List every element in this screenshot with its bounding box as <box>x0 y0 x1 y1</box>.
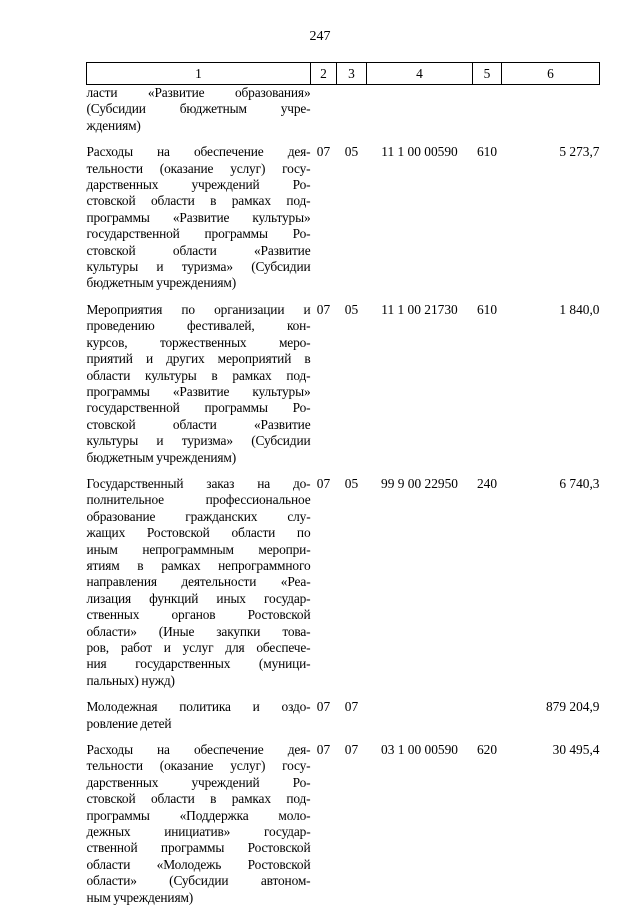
description-line: области культуры в рамках под- <box>87 368 311 384</box>
row-spacer <box>87 292 600 302</box>
description-line: ния государственных (муници- <box>87 656 311 672</box>
description-line: дарственных учреждений Ро- <box>87 775 311 791</box>
column-header-3: 3 <box>337 63 367 85</box>
table-row <box>87 699 600 732</box>
subsection-code: 07 <box>337 742 367 906</box>
description-line: Мероприятия по организации и <box>87 302 311 318</box>
description-line: курсов, торжественных меро- <box>87 335 311 351</box>
table-header <box>87 63 600 85</box>
description-line: Государственный заказ на до- <box>87 476 311 492</box>
description-line: ным учреждениям) <box>87 890 311 906</box>
subsection-code: 05 <box>337 476 367 689</box>
description-line: культуры и туризма» (Субсидии <box>87 259 311 275</box>
description-line: стовской области «Развитие <box>87 243 311 259</box>
expense-type-code: 610 <box>473 144 502 292</box>
description-line: стовской области в рамках под- <box>87 193 311 209</box>
description-line: программы «Развитие культуры» <box>87 384 311 400</box>
subsection-code <box>337 85 367 135</box>
description-line: культуры и туризма» (Субсидии <box>87 433 311 449</box>
description-line: Расходы на обеспечение дея- <box>87 742 311 758</box>
description-line: (Субсидии бюджетным учре- <box>87 101 311 117</box>
row-description <box>87 302 311 466</box>
column-header-1: 1 <box>87 63 311 85</box>
description-line: тельности (оказание услуг) госу- <box>87 161 311 177</box>
description-line: ласти «Развитие образования» <box>87 85 311 101</box>
table-row <box>87 476 600 689</box>
description-line: ятиям в рамках непрограммного <box>87 558 311 574</box>
section-code: 07 <box>311 699 337 732</box>
amount: 30 495,4 <box>502 742 600 906</box>
description-line: иным непрограммным меропри- <box>87 542 311 558</box>
description-line: ждениям) <box>87 118 311 134</box>
amount: 5 273,7 <box>502 144 600 292</box>
description-line: ственной программы Ростовской <box>87 840 311 856</box>
description-line: полнительное профессиональное <box>87 492 311 508</box>
row-spacer <box>87 689 600 699</box>
description-line: проведению фестивалей, кон- <box>87 318 311 334</box>
description-line: ровление детей <box>87 716 311 732</box>
description-line: бюджетным учреждениям) <box>87 450 311 466</box>
expense-type-code: 240 <box>473 476 502 689</box>
row-description <box>87 699 311 732</box>
target-article-code: 11 1 00 21730 <box>367 302 473 466</box>
target-article-code <box>367 85 473 135</box>
target-article-code: 99 9 00 22950 <box>367 476 473 689</box>
row-description <box>87 476 311 689</box>
target-article-code <box>367 699 473 732</box>
row-spacer <box>87 466 600 476</box>
section-code: 07 <box>311 302 337 466</box>
description-line: образование гражданских слу- <box>87 509 311 525</box>
description-line: программы «Развитие культуры» <box>87 210 311 226</box>
amount: 1 840,0 <box>502 302 600 466</box>
description-line: пальных) нужд) <box>87 673 311 689</box>
row-description <box>87 742 311 906</box>
subsection-code: 05 <box>337 302 367 466</box>
description-line: тельности (оказание услуг) госу- <box>87 758 311 774</box>
table-row <box>87 85 600 135</box>
description-line: государственной программы Ро- <box>87 400 311 416</box>
table-row <box>87 302 600 466</box>
description-line: дежных инициатив» государ- <box>87 824 311 840</box>
section-code: 07 <box>311 144 337 292</box>
description-line: Молодежная политика и оздо- <box>87 699 311 715</box>
target-article-code: 11 1 00 00590 <box>367 144 473 292</box>
subsection-code: 05 <box>337 144 367 292</box>
description-line: области «Молодежь Ростовской <box>87 857 311 873</box>
table-row <box>87 742 600 906</box>
column-header-5: 5 <box>473 63 502 85</box>
column-header-6: 6 <box>502 63 600 85</box>
description-line: государственной программы Ро- <box>87 226 311 242</box>
description-line: ров, работ и услуг для обеспече- <box>87 640 311 656</box>
description-line: области» (Иные закупки това- <box>87 624 311 640</box>
expense-type-code: 620 <box>473 742 502 906</box>
budget-table <box>86 62 600 906</box>
amount: 6 740,3 <box>502 476 600 689</box>
row-description <box>87 144 311 292</box>
section-code: 07 <box>311 476 337 689</box>
table-body <box>87 85 600 906</box>
description-line: программы «Поддержка моло- <box>87 808 311 824</box>
description-line: бюджетным учреждениям) <box>87 275 311 291</box>
description-line: направления деятельности «Реа- <box>87 574 311 590</box>
section-code <box>311 85 337 135</box>
subsection-code: 07 <box>337 699 367 732</box>
table-row <box>87 144 600 292</box>
expense-type-code <box>473 85 502 135</box>
page-number: 247 <box>0 29 640 45</box>
expense-type-code: 610 <box>473 302 502 466</box>
amount <box>502 85 600 135</box>
row-spacer <box>87 732 600 742</box>
description-line: приятий и других мероприятий в <box>87 351 311 367</box>
expense-type-code <box>473 699 502 732</box>
row-description <box>87 85 311 135</box>
section-code: 07 <box>311 742 337 906</box>
row-spacer <box>87 134 600 144</box>
description-line: стовской области «Развитие <box>87 417 311 433</box>
description-line: Расходы на обеспечение дея- <box>87 144 311 160</box>
column-header-4: 4 <box>367 63 473 85</box>
target-article-code: 03 1 00 00590 <box>367 742 473 906</box>
description-line: стовской области в рамках под- <box>87 791 311 807</box>
description-line: области» (Субсидии автоном- <box>87 873 311 889</box>
column-header-2: 2 <box>311 63 337 85</box>
amount: 879 204,9 <box>502 699 600 732</box>
description-line: ственных органов Ростовской <box>87 607 311 623</box>
description-line: жащих Ростовской области по <box>87 525 311 541</box>
description-line: лизация функций иных государ- <box>87 591 311 607</box>
description-line: дарственных учреждений Ро- <box>87 177 311 193</box>
